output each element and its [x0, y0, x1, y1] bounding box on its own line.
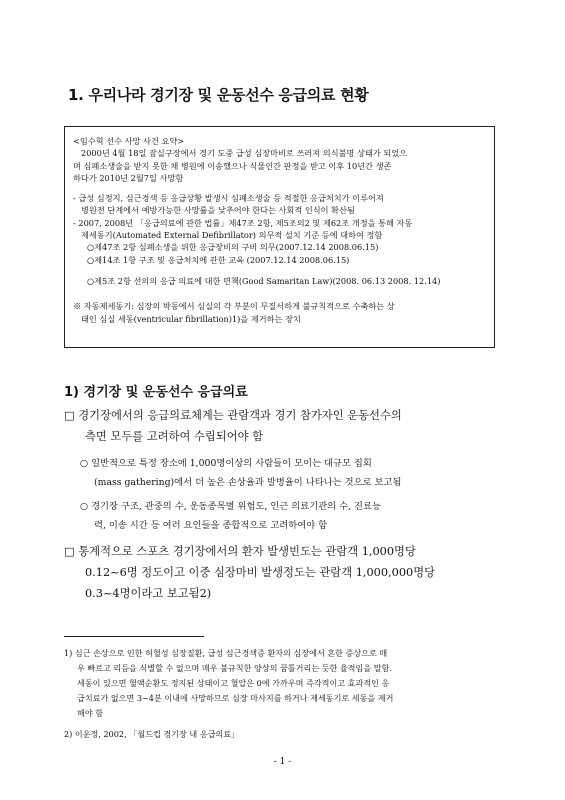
bullet-line: 력, 이송 시간 등 여러 요인들을 종합적으로 고려하여야 함: [94, 520, 328, 531]
footnote-1-line: 급치료가 없으면 3~4분 이내에 사망하므로 심장 마사지를 하거나 제세동기로 세동을 제거: [77, 693, 394, 703]
law-item: ○제14조 1항 구조 및 응급처치에 관한 교육 (2007.12.14 2008.06.15): [87, 254, 350, 265]
paragraph-line: 측면 모두를 고려하여 수립되어야 함: [85, 430, 264, 443]
case-summary-box: [64, 126, 495, 348]
law-item: ○제47조 2항 심폐소생을 위한 응급장비의 구비 의무(2007.12.14 2008.06.15): [87, 242, 379, 253]
bullet-line: ○ 일반적으로 특정 장소에 1,000명이상의 사람들이 모이는 대규모 집회: [80, 458, 372, 469]
bullet-stadium-factors: [80, 497, 510, 535]
law-item: ○제5조 2항 선의의 응급 의료에 대한 면책(Good Samaritan Law)(2008. 06.13 2008. 12.14): [87, 275, 441, 286]
footnote-divider: [64, 636, 204, 637]
paragraph-line: 0.3~4명이라고 보고됨2): [85, 587, 212, 600]
footnote-1-line: 우 빠르고 리듬을 식별할 수 없으며 매우 불규칙한 양상의 꿈틀거리는 듯한 율적임을 말함.: [77, 663, 392, 673]
bullet-line: ○ 경기장 구조, 관중의 수, 운동종목별 위험도, 인근 의료기관의 수, 진료능: [80, 501, 381, 512]
note-line: - 2007, 2008년 「응급의료에 관한 법률」제47조 2항, 제5조의2 및 제62조 개정을 통해 자동: [73, 217, 413, 228]
bullet-mass-gathering: [80, 454, 510, 492]
footnote-2: 2) 이운정, 2002, 「월드컵 경기장 내 응급의료」: [64, 729, 240, 739]
paragraph-statistics: [64, 541, 514, 604]
case-line: 하다가 2010년 2월7일 사망함: [73, 172, 184, 183]
footnotes: [64, 646, 514, 742]
footnote-1-line: 1) 심근 손상으로 인한 허혈성 심장질환, 급성 심근경색증 환자의 심장에서 흔한 증상으로 매: [64, 648, 388, 658]
footnote-1-line: 세동이 있으면 혈액순환도 정지된 상태이고 혈압은 0에 가까우며 즉각적이고 효과적인 응: [77, 678, 390, 688]
paragraph-line: 0.12~6명 정도이고 이중 심장마비 발생정도는 관람객 1,000,000명당: [85, 566, 436, 579]
summary-heading: <임수혁 선수 사망 사건 요약>: [73, 136, 185, 146]
bullet-line: (mass gathering)에서 더 높은 손상율과 발병율이 나타나는 것으로 보고됨: [94, 477, 402, 488]
paragraph-line: □ 통계적으로 스포츠 경기장에서의 환자 발생빈도는 관람객 1,000명당: [64, 545, 416, 558]
note-line: 병원전 단계에서 예방가능한 사망률을 낮추어야 한다는 사회적 인식이 확산됨: [81, 205, 355, 216]
aed-definition-line: 태인 심실 세동(ventricular fibrillation)1)을 제거하는 장치: [81, 313, 301, 324]
paragraph-line: □ 경기장에서의 응급의료체계는 관람객과 경기 참가자인 운동선수의: [64, 409, 402, 422]
page-title: 1. 우리나라 경기장 및 운동선수 응급의료 현황: [68, 86, 369, 104]
page-number: - 1 -: [273, 757, 292, 767]
paragraph-emergency-system: [64, 405, 514, 447]
case-line: 2000년 4월 18일 잠실구장에서 경기 도중 급성 심장마비로 쓰러져 의식불명 상태가 되었으: [81, 148, 408, 159]
note-line: - 급성 심정지, 심근경색 등 응급상황 발생시 심폐소생술 등 적절한 응급처치가 이루어져: [73, 193, 384, 204]
footnote-1-line: 해야 함: [77, 708, 104, 718]
case-line: 며 심폐소생술을 받지 못한 채 병원에 이송했으나 식물인간 판정을 받고 이후 10년간 생존: [73, 160, 392, 171]
aed-definition-line: ※ 자동제세동기: 심장의 박동에서 심실의 각 부분이 무질서하게 불규칙적으로 수축하는 상: [73, 301, 395, 312]
note-line: 제세동기(Automated External Defibrillator) 의무적 설치 기준 등에 대하여 정함: [81, 230, 383, 241]
section-heading: 1) 경기장 및 운동선수 응급의료: [64, 385, 248, 400]
